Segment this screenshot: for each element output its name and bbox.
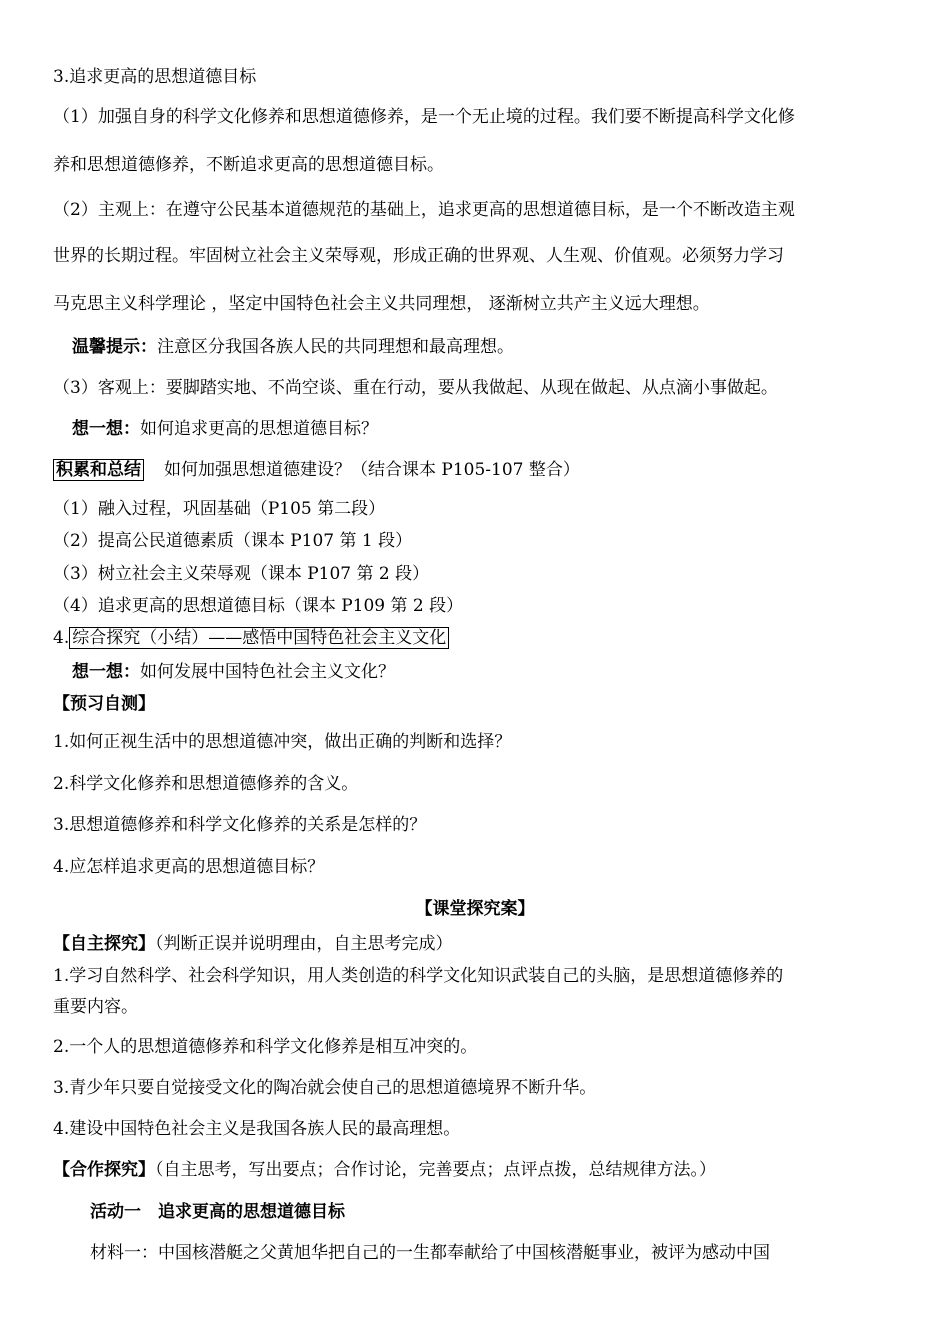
cooperation-text: （自主思考，写出要点；合作讨论，完善要点；点评点拨，总结规律方法。） (155, 1160, 716, 1180)
preview-item-1: 1.如何正视生活中的思想道德冲突，做出正确的判断和选择？ (53, 732, 512, 752)
paragraph-2-line-2: 世界的长期过程。牢固树立社会主义荣辱观，形成正确的世界观、人生观、价值观。必须努力学习 (53, 246, 784, 266)
section-number: 4. (53, 628, 70, 648)
summary-item-2: （2）提高公民道德素质（课本 P107 第 1 段） (53, 531, 413, 551)
self-study-line (53, 933, 453, 955)
think-text: 如何追求更高的思想道德目标？ (140, 419, 378, 439)
activity-1-title: 活动一 追求更高的思想道德目标 (90, 1202, 345, 1222)
tip-line (72, 336, 514, 358)
preview-item-2: 2.科学文化修养和思想道德修养的含义。 (53, 774, 359, 794)
question-4: 4.建设中国特色社会主义是我国各族人民的最高理想。 (53, 1119, 461, 1139)
summary-line (53, 459, 580, 481)
question-1-line-2: 重要内容。 (53, 997, 138, 1017)
paragraph-1-line-1: （1）加强自身的科学文化修养和思想道德修养，是一个无止境的过程。我们要不断提高科学文化修 (53, 107, 795, 127)
question-2: 2.一个人的思想道德修养和科学文化修养是相互冲突的。 (53, 1037, 478, 1057)
paragraph-3-line: （3）客观上：要脚踏实地、不尚空谈、重在行动，要从我做起、从现在做起、从点滴小事做起。 (53, 378, 778, 398)
section-heading-3: 3.追求更高的思想道德目标 (53, 67, 257, 87)
section-heading-4 (53, 627, 449, 649)
cooperation-line (53, 1159, 716, 1181)
question-3: 3.青少年只要自觉接受文化的陶冶就会使自己的思想道德境界不断升华。 (53, 1078, 597, 1098)
tip-text: 注意区分我国各族人民的共同理想和最高理想。 (157, 337, 514, 357)
summary-text: 如何加强思想道德建设？（结合课本 P105-107 整合） (164, 460, 580, 480)
think-label: 想一想： (72, 419, 140, 439)
self-study-label: 【自主探究】 (53, 934, 155, 954)
tip-label: 温馨提示： (72, 337, 157, 357)
preview-item-3: 3.思想道德修养和科学文化修养的关系是怎样的？ (53, 815, 427, 835)
summary-item-4: （4）追求更高的思想道德目标（课本 P109 第 2 段） (53, 596, 464, 616)
summary-label: 积累和总结 (53, 459, 144, 481)
paragraph-2-line-3: 马克思主义科学理论 ，坚定中国特色社会主义共同理想， 逐渐树立共产主义远大理想。 (53, 294, 710, 314)
class-title: 【课堂探究案】 (415, 899, 535, 919)
cooperation-label: 【合作探究】 (53, 1160, 155, 1180)
question-1-line-1: 1.学习自然科学、社会科学知识，用人类创造的科学文化知识武装自己的头脑，是思想道德修养的 (53, 966, 784, 986)
summary-item-1: （1）融入过程，巩固基础（P105 第二段） (53, 499, 386, 519)
think-line-2 (72, 661, 395, 683)
self-study-text: （判断正误并说明理由，自主思考完成） (155, 934, 453, 954)
paragraph-1-line-2: 养和思想道德修养，不断追求更高的思想道德目标。 (53, 155, 444, 175)
think-line-1 (72, 418, 378, 440)
preview-item-4: 4.应怎样追求更高的思想道德目标？ (53, 857, 325, 877)
material-1-line: 材料一：中国核潜艇之父黄旭华把自己的一生都奉献给了中国核潜艇事业，被评为感动中国 (90, 1243, 770, 1263)
preview-title: 【预习自测】 (53, 694, 155, 714)
section-boxed-title: 综合探究（小结）——感悟中国特色社会主义文化 (69, 627, 449, 649)
think-text: 如何发展中国特色社会主义文化？ (140, 662, 395, 682)
think-label: 想一想： (72, 662, 140, 682)
summary-item-3: （3）树立社会主义荣辱观（课本 P107 第 2 段） (53, 564, 430, 584)
paragraph-2-line-1: （2）主观上：在遵守公民基本道德规范的基础上，追求更高的思想道德目标，是一个不断改造主观 (53, 200, 795, 220)
